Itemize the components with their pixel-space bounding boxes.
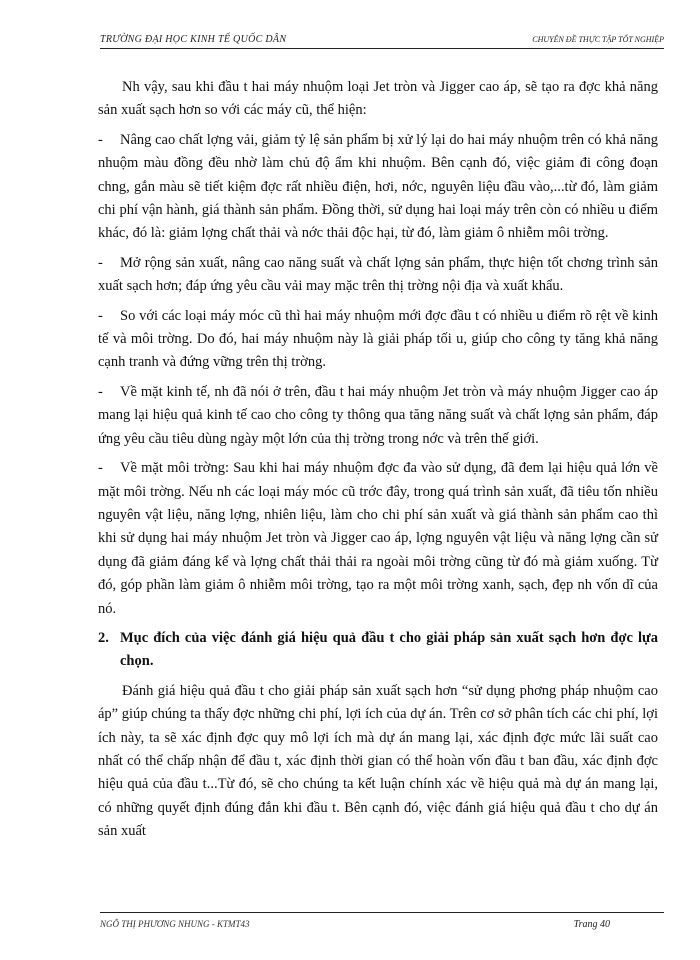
- section-number: 2.: [98, 629, 109, 646]
- bullet-text: Về mặt kinh tế, nh đã nói ở trên, đầu t hai máy nhuộm Jet tròn và máy nhuộm Jigger cao áp mang lại hiệu quả kinh tế cao cho công ty thông qua tăng năng suất và chất lợng sản phẩm, đáp ứng yêu cầu tiêu dùng ngày một lớn của thị trờng trong nớc và trên thế giới.: [98, 383, 658, 447]
- bullet-text: Về mặt môi trờng: Sau khi hai máy nhuộm đợc đa vào sử dụng, đã đem lại hiệu quả lớn về mặt môi trờng. Nếu nh các loại máy móc cũ trớc đây, trong quá trình sản xuất, đã tiêu tốn nhiều nguyên vật liệu, năng lợng, nhiên liệu, làm cho chi phí sản xuất và giá thành sản phẩm cao thì khi sử dụng hai máy nhuộm Jet tròn và Jigger cao áp, lợng nguyên vật liệu và năng lợng cần sử dụng đã giảm đáng kể và lợng chất thải thải ra ngoài môi trờng cũng từ đó mà giảm xuống. Từ đó, góp phần làm giảm ô nhiễm môi trờng, tạo ra một môi trờng xanh, sạch, đẹp nh vốn dĩ của nó.: [98, 460, 658, 617]
- header-school-name: TRƯỜNG ĐẠI HỌC KINH TẾ QUỐC DÂN: [100, 34, 287, 45]
- bullet-dash: -: [98, 254, 103, 271]
- bullet-text: Mở rộng sản xuất, nâng cao năng suất và chất lợng sản phẩm, thực hiện tốt chơng trình sản xuất sạch hơn; đáp ứng yêu cầu vải may mặc trên thị trờng nội địa và xuất khẩu.: [98, 254, 658, 295]
- bullet-dash: -: [98, 383, 103, 400]
- header-document-type: CHUYÊN ĐỀ THỰC TẬP TỐT NGHIỆP: [532, 35, 664, 44]
- bullet-text: Nâng cao chất lợng vải, giảm tỷ lệ sản phẩm bị xử lý lại do hai máy nhuộm trên có khả năng nhuộm màu đồng đều nhờ làm chủ độ ẩm khi nhuộm. Bên cạnh đó, việc giảm đi công đoạn chng, gắn màu sẽ tiết kiệm đợc rất nhiều điện, hơi, nớc, nguyên liệu đầu vào,...từ đó, làm giảm chi phí vận hành, giá thành sản phẩm. Đồng thời, sử dụng hai loại máy trên còn có nhiều u điểm khác, đó là: giảm lợng chất thải và nớc thải độc hại, từ đó, làm giảm ô nhiễm môi trờng.: [98, 131, 658, 242]
- page-footer: [100, 912, 664, 933]
- bullet-item: [98, 381, 658, 451]
- section-heading: [98, 627, 658, 674]
- bullet-dash: -: [98, 460, 103, 477]
- bullet-item: [98, 252, 658, 299]
- page-body: [98, 76, 658, 850]
- bullet-item: [98, 457, 658, 621]
- bullet-dash: -: [98, 131, 103, 148]
- page-number: Trang 40: [573, 919, 610, 930]
- bullet-item: [98, 129, 658, 246]
- page-header: [100, 28, 664, 49]
- section-heading-text: Mục đích của việc đánh giá hiệu quả đầu t cho giải pháp sản xuất sạch hơn đợc lựa chọn.: [120, 629, 658, 670]
- closing-paragraph: Đánh giá hiệu quả đầu t cho giải pháp sản xuất sạch hơn “sử dụng phơng pháp nhuộm cao áp” giúp chúng ta thấy đợc những chi phí, lợi ích của dự án. Trên cơ sở phân tích các chi phí, lợi ích này, ta sẽ xác định đợc quy mô lợi ích mà dự án mang lại, xác định đợc mức lãi suất cao nhất có thể chấp nhận để đầu t, xác định thời gian có thể hoàn vốn đầu t ban đầu, xác định đợc hiệu quả của đầu t...Từ đó, sẽ cho chúng ta kết luận chính xác về hiệu quả mà dự án mang lại, có những quyết định đúng đắn khi đầu t. Bên cạnh đó, việc đánh giá hiệu quả đầu t cho dự án sản xuất: [98, 682, 658, 840]
- bullet-dash: -: [98, 307, 103, 324]
- bullet-item: [98, 305, 658, 375]
- footer-author: NGÔ THỊ PHƯƠNG NHUNG - KTMT43: [100, 919, 250, 929]
- bullet-text: So với các loại máy móc cũ thì hai máy nhuộm mới đợc đầu t có nhiều u điểm rõ rệt về kinh tế và môi trờng. Do đó, hai máy nhuộm này là giải pháp tối u, giúp cho công ty tăng khả năng cạnh tranh và đứng vững trên thị trờng.: [98, 307, 658, 371]
- intro-paragraph: Nh vậy, sau khi đầu t hai máy nhuộm loại Jet tròn và Jigger cao áp, sẽ tạo ra đợc khả năng sản xuất sạch hơn so với các máy cũ, thể hiện:: [98, 79, 658, 119]
